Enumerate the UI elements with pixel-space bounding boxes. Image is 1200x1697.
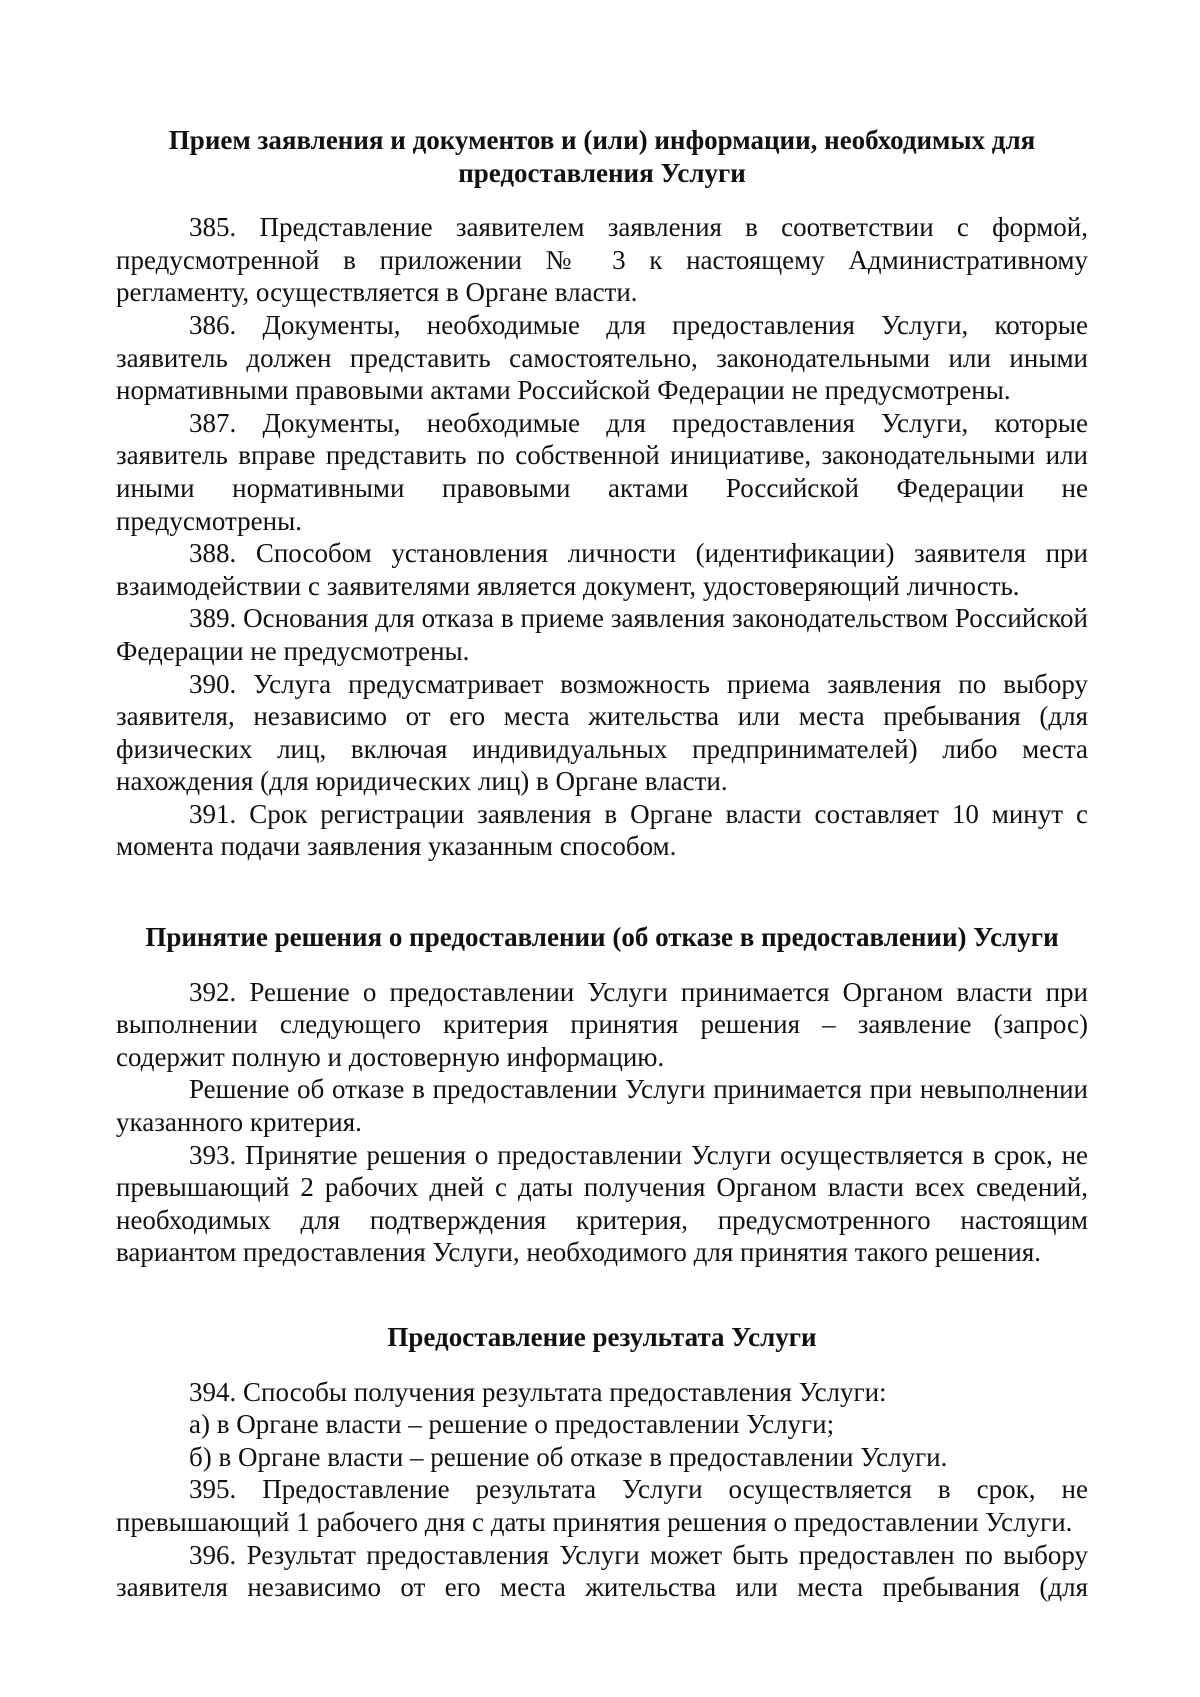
- paragraph-385: 385. Представление заявителем заявления в соответствии с формой, предусмотренной в приложении № 3 к настоящему Административному регламенту, осуществляется в Органе власти.: [116, 212, 1088, 308]
- section-decision: [116, 921, 1088, 1269]
- paragraph-387: 387. Документы, необходимые для предоставления Услуги, которые заявитель вправе представить по собственной инициативе, законодательными или иными нормативными правовыми актами Российской Федерации не предусмотрены.: [116, 407, 1088, 536]
- paragraph-395: 395. Предоставление результата Услуги осуществляется в срок, не превышающий 1 рабочего дня с даты принятия решения о предоставлении Услуги.: [116, 1474, 1088, 1537]
- list-item-a: а) в Органе власти – решение о предоставлении Услуги;: [189, 1409, 835, 1440]
- paragraph-389: 389. Основания для отказа в приеме заявления законодательством Российской Федерации не предусмотрены.: [116, 603, 1088, 666]
- section-heading: Прием заявления и документов и (или) информации, необходимых для предоставления Услуги: [168, 125, 1036, 188]
- paragraph-390: 390. Услуга предусматривает возможность приема заявления по выбору заявителя, независимо от его места жительства или места пребывания (для физических лиц, включая индивидуальных предпринимателей) либо места нахождения (для юридических лиц) в Органе власти.: [116, 668, 1088, 797]
- section-heading: Предоставление результата Услуги: [387, 1322, 817, 1352]
- section-heading: Принятие решения о предоставлении (об отказе в предоставлении) Услуги: [145, 922, 1059, 953]
- paragraph-388: 388. Способом установления личности (идентификации) заявителя при взаимодействии с заявителями является документ, удостоверяющий личность.: [116, 538, 1088, 601]
- paragraph-refusal-decision: Решение об отказе в предоставлении Услуги принимается при невыполнении указанного критерия.: [116, 1074, 1088, 1138]
- paragraph-391: 391. Срок регистрации заявления в Органе власти составляет 10 минут с момента подачи заявления указанным способом.: [116, 798, 1088, 862]
- paragraph-386: 386. Документы, необходимые для предоставления Услуги, которые заявитель должен представить самостоятельно, законодательными или иными нормативными правовыми актами Российской Федерации не предусмотрены.: [116, 309, 1088, 406]
- section-result-delivery: [116, 1321, 1088, 1604]
- paragraph-394: 394. Способы получения результата предоставления Услуги:: [189, 1376, 887, 1407]
- section-application-intake: [116, 124, 1088, 863]
- list-item-b: б) в Органе власти – решение об отказе в предоставлении Услуги.: [189, 1441, 948, 1472]
- document-page: [116, 124, 1088, 1604]
- paragraph-392: 392. Решение о предоставлении Услуги принимается Органом власти при выполнении следующего критерия принятия решения – заявление (запрос) содержит полную и достоверную информацию.: [116, 976, 1088, 1072]
- paragraph-393: 393. Принятие решения о предоставлении Услуги осуществляется в срок, не превышающий 2 рабочих дней с даты получения Органом власти всех сведений, необходимых для подтверждения критерия, предусмотренного настоящим вариантом предоставления Услуги, необходимого для принятия такого решения.: [116, 1139, 1088, 1268]
- paragraph-396: 396. Результат предоставления Услуги может быть предоставлен по выбору заявителя независимо от его места жительства или места пребывания (для: [116, 1539, 1088, 1603]
